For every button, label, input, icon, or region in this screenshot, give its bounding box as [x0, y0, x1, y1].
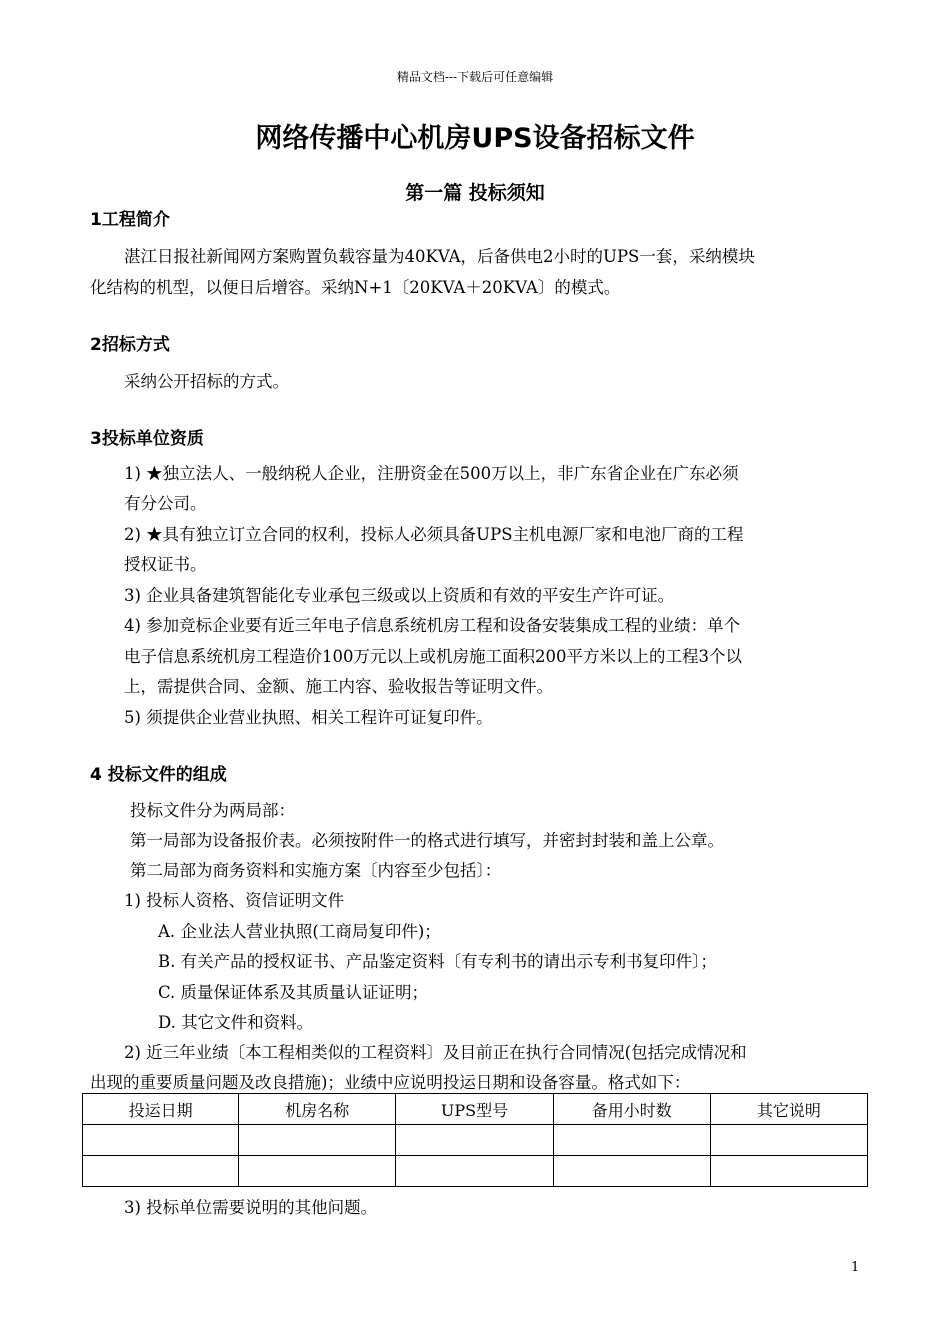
table-header-cell: 其它说明 [710, 1094, 867, 1125]
section-3-line: 2) ★具有独立订立合同的权利，投标人必须具备UPS主机电源厂家和电池厂商的工程 [124, 525, 744, 544]
section-3-line: 电子信息系统机房工程造价100万元以上或机房施工面积200平方米以上的工程3个以 [124, 647, 742, 666]
table-cell [396, 1125, 553, 1156]
document-title: 网络传播中心机房UPS设备招标文件 [255, 123, 695, 154]
table-header-cell: 投运日期 [83, 1094, 239, 1125]
section-3-line: 有分公司。 [124, 494, 207, 513]
section-4-line: 1) 投标人资格、资信证明文件 [124, 891, 345, 910]
section-4-line: 出现的重要质量问题及改良措施)；业绩中应说明投运日期和设备容量。格式如下： [90, 1073, 691, 1092]
section-3-line: 5) 须提供企业营业执照、相关工程许可证复印件。 [124, 708, 493, 727]
header-note: 精品文档---下载后可任意编辑 [396, 70, 554, 84]
table-cell [396, 1156, 553, 1187]
table-header-row [83, 1094, 868, 1125]
section-4-line: 投标文件分为两局部： [130, 801, 295, 820]
section-2-line: 采纳公开招标的方式。 [124, 372, 289, 391]
table-header-cell: 机房名称 [239, 1094, 396, 1125]
table-cell [553, 1156, 710, 1187]
section-4-line: 第一局部为设备报价表。必须按附件一的格式进行填写，并密封封装和盖上公章。 [130, 831, 724, 850]
section-3-line: 3) 企业具备建筑智能化专业承包三级或以上资质和有效的平安生产许可证。 [124, 586, 675, 605]
table-cell [83, 1125, 239, 1156]
section-1-heading: 1工程简介 [90, 210, 170, 230]
section-4-line: 第二局部为商务资料和实施方案〔内容至少包括〕： [130, 861, 502, 880]
section-4-line: C. 质量保证体系及其质量认证证明； [158, 983, 429, 1002]
performance-table [82, 1093, 868, 1187]
table-cell [710, 1125, 867, 1156]
section-4-line: 2) 近三年业绩〔本工程相类似的工程资料〕及目前正在执行合同情况(包括完成情况和 [124, 1043, 747, 1062]
table-cell [83, 1156, 239, 1187]
section-1-line: 化结构的机型，以便日后增容。采纳N+1〔20KVA＋20KVA〕的模式。 [90, 278, 621, 297]
section-3-line: 授权证书。 [124, 555, 207, 574]
table-row [83, 1156, 868, 1187]
section-4-after-table: 3) 投标单位需要说明的其他问题。 [124, 1198, 378, 1217]
section-4-heading: 4 投标文件的组成 [90, 765, 227, 785]
table-cell [239, 1156, 396, 1187]
table-header-cell: 备用小时数 [553, 1094, 710, 1125]
table-cell [239, 1125, 396, 1156]
section-2-heading: 2招标方式 [90, 335, 170, 355]
section-3-heading: 3投标单位资质 [90, 429, 204, 449]
table-cell [553, 1125, 710, 1156]
page-number: 1 [851, 1260, 860, 1275]
section-3-line: 上，需提供合同、金额、施工内容、验收报告等证明文件。 [124, 677, 553, 696]
table-cell [710, 1156, 867, 1187]
section-4-line: B. 有关产品的授权证书、产品鉴定资料〔有专利书的请出示专利书复印件〕； [158, 952, 717, 971]
section-3-line: 1) ★独立法人、一般纳税人企业，注册资金在500万以上，非广东省企业在广东必须 [124, 464, 739, 483]
section-4-line: A. 企业法人营业执照(工商局复印件)； [158, 922, 441, 941]
section-4-line: D. 其它文件和资料。 [158, 1013, 314, 1032]
table-row [83, 1125, 868, 1156]
section-3-line: 4) 参加竞标企业要有近三年电子信息系统机房工程和设备安装集成工程的业绩：单个 [124, 616, 741, 635]
part-title: 第一篇 投标须知 [405, 182, 545, 204]
table-header-cell: UPS型号 [396, 1094, 553, 1125]
section-1-line: 湛江日报社新闻网方案购置负载容量为40KVA，后备供电2小时的UPS一套，采纳模块 [124, 247, 755, 266]
